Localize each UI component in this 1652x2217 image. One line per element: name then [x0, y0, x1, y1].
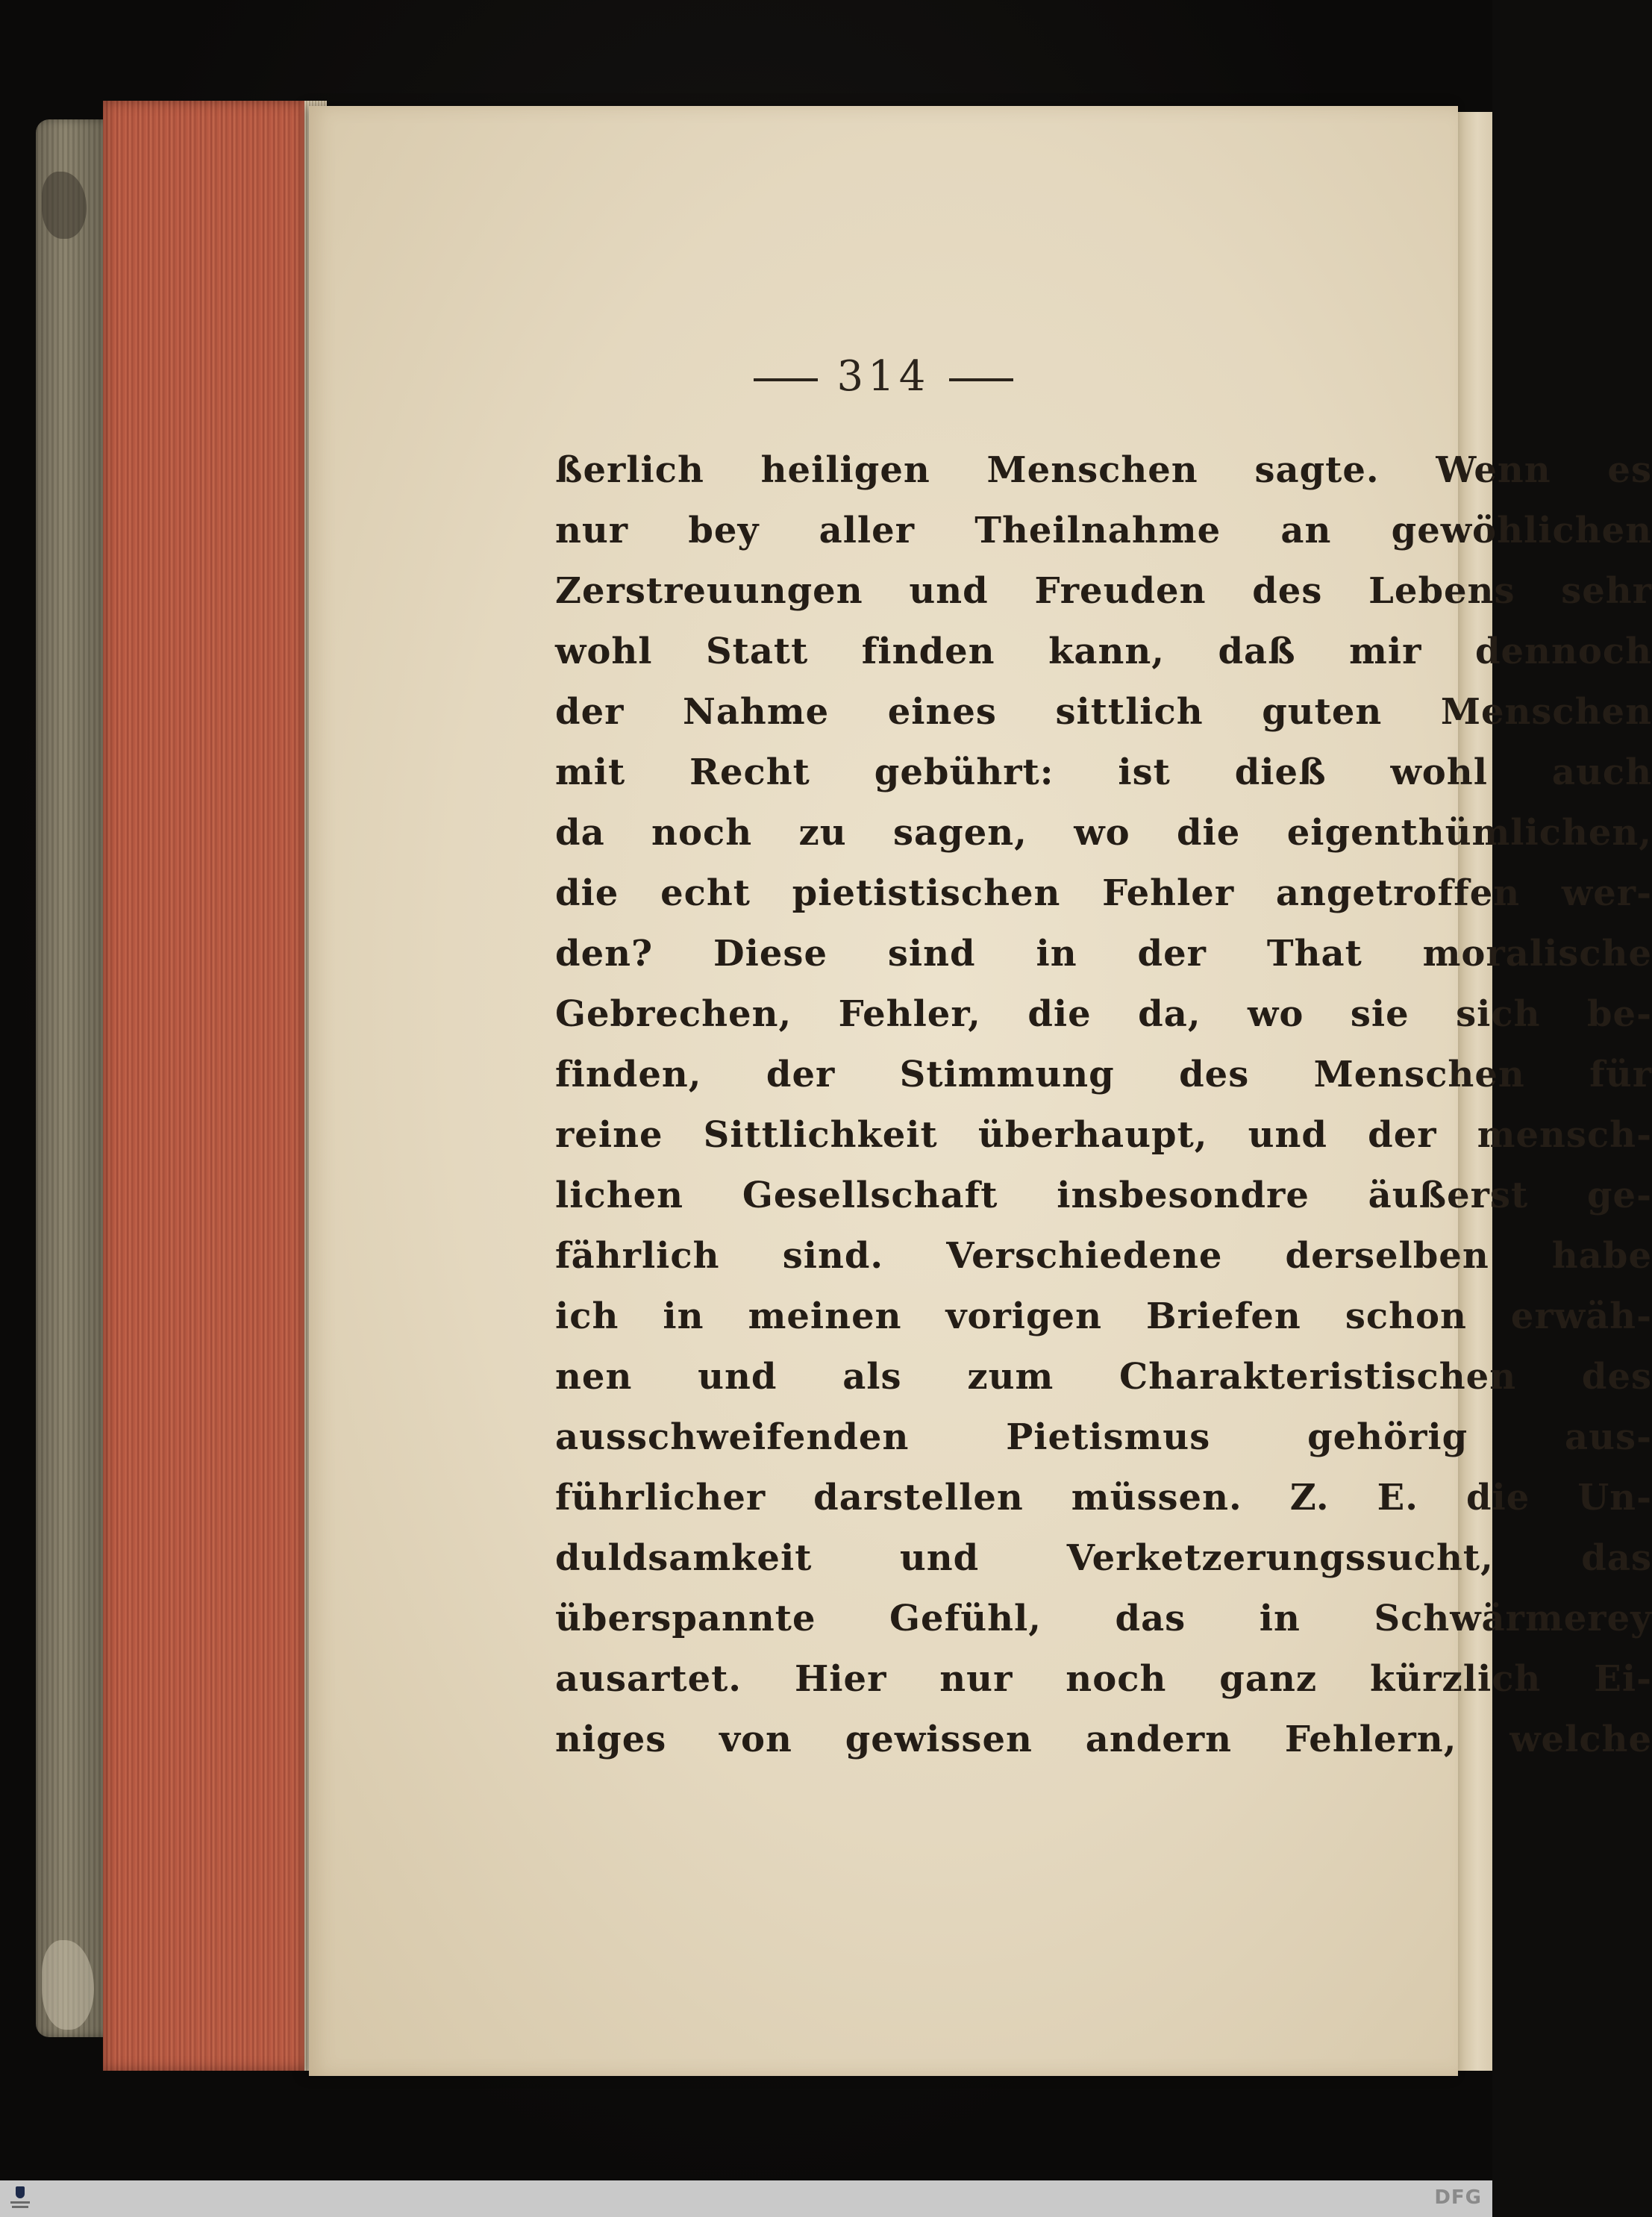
viewer-footer-bar	[0, 2180, 1492, 2217]
text-line: ich in meinen vorigen Briefen schon erwäh-	[555, 1295, 1652, 1337]
text-line: niges von gewissen andern Fehlern, welche	[555, 1719, 1652, 1760]
page-block-edges	[103, 101, 327, 2071]
text-line: überspannte Gefühl, das in Schwärmerey	[555, 1598, 1652, 1639]
crest-caption-line	[10, 2201, 30, 2204]
text-line: die echt pietistischen Fehler angetroffen wer-	[555, 872, 1652, 914]
text-line: nen und als zum Charakteristischen des	[555, 1356, 1652, 1398]
page-number-dash	[949, 378, 1013, 381]
dfg-logo: DFG	[1434, 2186, 1482, 2209]
page-number-text: 314	[836, 352, 930, 401]
text-line: fährlich sind. Verschiedene derselben habe	[555, 1235, 1652, 1277]
page-number-dash	[754, 378, 818, 381]
text-line: reine Sittlichkeit überhaupt, und der mensch-	[555, 1114, 1652, 1156]
text-line: Zerstreuungen und Freuden des Lebens sehr	[555, 570, 1652, 612]
text-line: ausschweifenden Pietismus gehörig aus-	[555, 1416, 1652, 1458]
text-line: duldsamkeit und Verketzerungssucht, das	[555, 1537, 1652, 1579]
text-line: da noch zu sagen, wo die eigenthümlichen,	[555, 812, 1652, 854]
library-crest-icon	[10, 2183, 30, 2213]
text-line: ausartet. Hier nur noch ganz kürzlich Ei-	[555, 1658, 1652, 1700]
text-line: finden, der Stimmung des Menschen für	[555, 1054, 1652, 1095]
crest-caption-line	[12, 2206, 28, 2208]
text-line: wohl Statt finden kann, daß mir dennoch	[555, 631, 1652, 672]
text-line: führlicher darstellen müssen. Z. E. die Un-	[555, 1477, 1652, 1519]
text-line: der Nahme eines sittlich guten Menschen	[555, 691, 1652, 733]
text-line: Gebrechen, Fehler, die da, wo sie sich be-	[555, 993, 1652, 1035]
crest-shape	[16, 2186, 25, 2198]
text-line: lichen Gesellschaft insbesondre äußerst ge-	[555, 1175, 1652, 1216]
page-number	[309, 352, 1458, 401]
text-line: den? Diese sind in der That moralische	[555, 933, 1652, 975]
body-text	[555, 440, 1652, 1770]
text-line: mit Recht gebührt: ist dieß wohl auch	[555, 751, 1652, 793]
book-page	[309, 106, 1652, 2076]
text-line: nur bey aller Theilnahme an gewöhlichen	[555, 510, 1652, 551]
text-line: ßerlich heiligen Menschen sagte. Wenn es	[555, 449, 1652, 491]
